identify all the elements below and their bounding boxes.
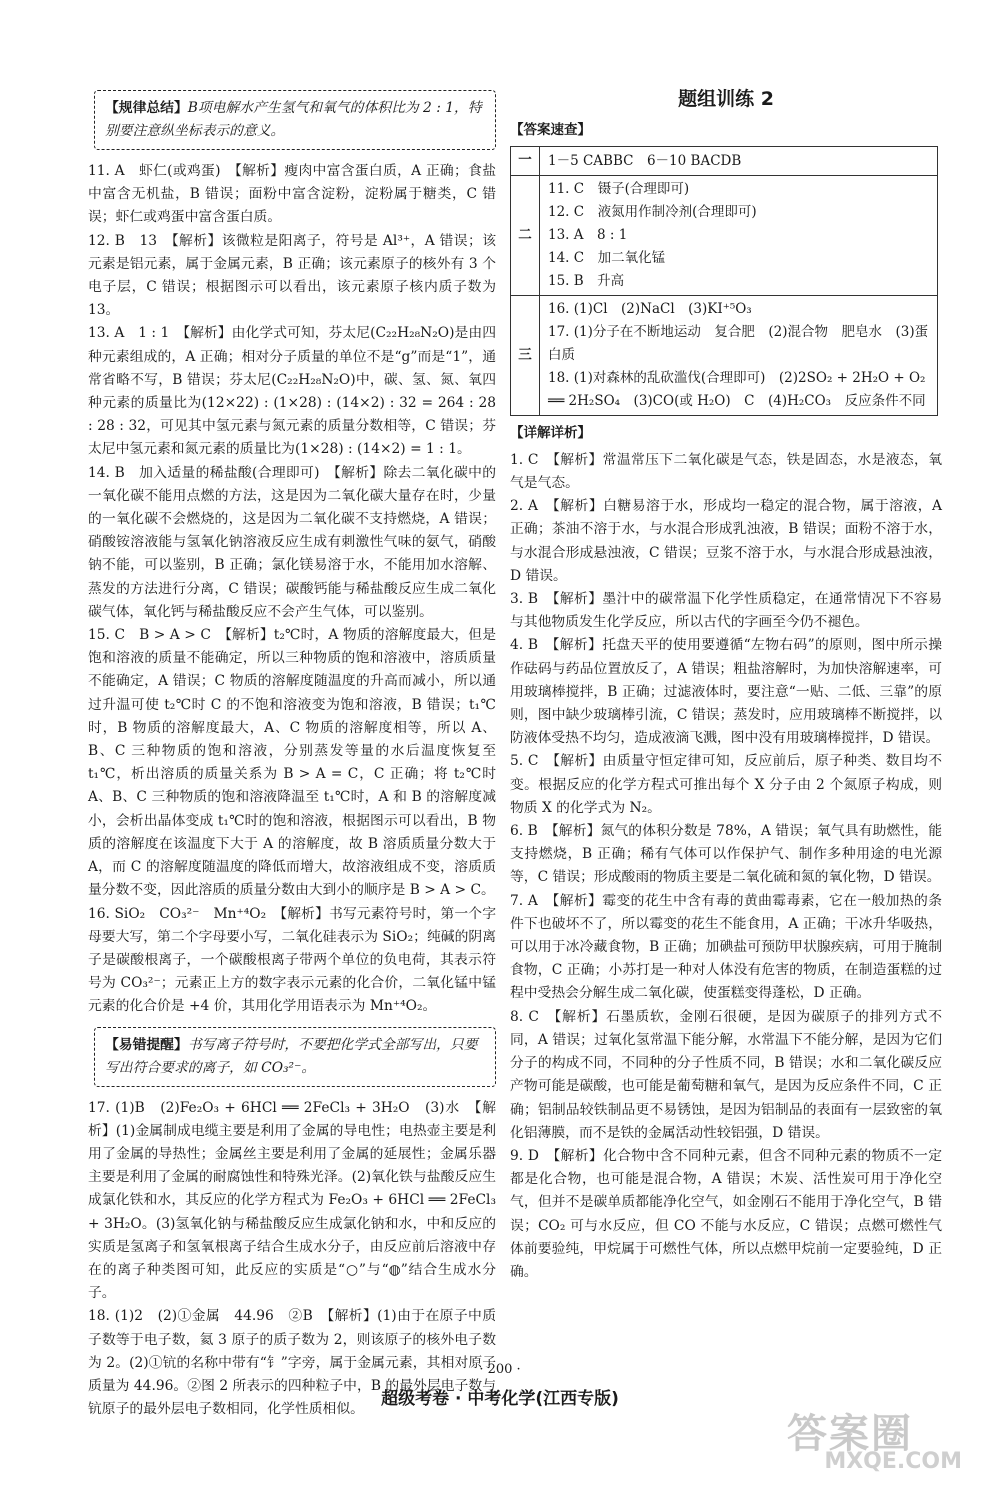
detail-item-7: 7. A 【解析】霉变的花生中含有毒的黄曲霉毒素，它在一般加热的条件下也破坏不了，所以霉变的花生不能食用，A 正确；干冰升华吸热，可以用于冰冷藏食物，B 正确；加碘盐可预防甲状腺疾病，可用于腌制食物，C 正确；小苏打是一种对人体没有危害的物质，在制造蛋糕的过程中受热会分解生成二氧化碳，使蛋糕变得蓬松，D 正确。: [510, 892, 942, 1002]
answer-line: 13. A 8 : 1: [548, 226, 628, 243]
answer-line: 12. C 液氮用作制冷剂(合理即可): [548, 203, 757, 220]
watermark-logo: [787, 1402, 962, 1474]
answer-item-12: 12. B 13 【解析】该微粒是阳离子，符号是 Al³⁺，A 错误；该元素是铝元素，属于金属元素，B 正确；该元素原子的核外有 3 个电子层，C 错误；根据图示可以看出，该元素原子核内质子数为 13。: [88, 232, 496, 319]
table-row: [511, 175, 938, 295]
answer-line: 17. (1)分子在不断地运动 复合肥 (2)混合物 肥皂水 (3)蛋白质: [548, 323, 929, 363]
answer-item-11: 11. A 虾仁(或鸡蛋) 【解析】瘦肉中富含蛋白质，A 正确；食盐中富含无机盐，B 错误；面粉中富含淀粉，淀粉属于糖类，C 错误；虾仁或鸡蛋中富含蛋白质。: [88, 163, 496, 226]
answer-line: 16. (1)Cl (2)NaCl (3)KI⁺⁵O₃: [548, 300, 752, 317]
answer-table: [510, 146, 938, 415]
answer-line: 11. C 镊子(合理即可): [548, 180, 690, 197]
tip-text: 书写离子符号时，不要把化学式全部写出，只要写出符合要求的离子，如 CO₃²⁻。: [105, 1036, 478, 1076]
tip-tag: 【易错提醒】: [105, 1036, 188, 1053]
group-label: 二: [511, 175, 540, 295]
detail-item-8: 8. C 【解析】石墨质软，金刚石很硬，是因为碳原子的排列方式不同，A 错误；过氧化氢常温下能分解，水常温下不能分解，是因为它们分子的构成不同，不同种的分子性质不同，B 错误；水和二氧化碳反应产物可能是碳酸，也可能是葡萄糖和氧气，是因为反应条件不同，C 正确；铝制品较铁制品更不易锈蚀，是因为铝制品的表面有一层致密的氧化铝薄膜，而不是铁的金属活动性较铝强，D 错误。: [510, 1008, 942, 1141]
table-row: [511, 295, 938, 415]
answer-line: 14. C 加二氧化锰: [548, 249, 666, 266]
tip-tag: 【规律总结】: [105, 100, 188, 116]
right-column: [510, 82, 942, 1284]
detail-item-9: 9. D 【解析】化合物中含不同种元素，但含不同种元素的物质不一定都是化合物，也可能是混合物，A 错误；木炭、活性炭可用于净化空气，但并不是碳单质都能净化空气，如金刚石不能用于净化空气，B 错误；CO₂ 可与水反应，但 CO 不能与水反应，C 错误；点燃可燃性气体前要验纯，甲烷属于可燃性气体，所以点燃甲烷前一定要验纯，D 正确。: [510, 1147, 942, 1280]
book-title: 超级考卷 · 中考化学(江西专版): [381, 1389, 619, 1409]
watermark-en: MXQE.COM: [824, 1449, 962, 1474]
section-title: 题组训练 2: [678, 88, 774, 110]
watermark-cn: 答案圈: [787, 1411, 913, 1457]
answer-item-16: 16. SiO₂ CO₃²⁻ Mn⁺⁴O₂ 【解析】书写元素符号时，第一个字母要大写，第二个字母要小写，二氧化硅表示为 SiO₂；纯碱的阴离子是碳酸根离子，一个碳酸根离子带两个单位的负电荷，其表示符号为 CO₃²⁻；元素正上方的数字表示元素的化合价，二氧化锰中锰元素的化合价是 +4 价，其用化学用语表示为 Mn⁺⁴O₂。: [88, 905, 496, 1015]
detail-item-3: 3. B 【解析】墨汁中的碳常温下化学性质稳定，在通常情况下不容易与其他物质发生化学反应，所以古代的字画至今仍不褪色。: [510, 591, 942, 631]
detail-item-5: 5. C 【解析】由质量守恒定律可知，反应前后，原子种类、数目均不变。根据反应的化学方程式可推出每个 X 分子由 2 个氮原子构成，则物质 X 的化学式为 N₂。: [510, 753, 942, 816]
group-answers: [540, 147, 938, 175]
detail-item-1: 1. C 【解析】常温常压下二氧化碳是气态，铁是固态，水是液态，氧气是气态。: [510, 451, 942, 492]
group-answers: [540, 295, 938, 415]
answer-line: 1－5 CABBC 6－10 BACDB: [548, 152, 742, 169]
group-label: 一: [511, 147, 540, 175]
answers-header: 【答案速查】: [510, 122, 591, 139]
answer-item-13: 13. A 1 : 1 【解析】由化学式可知，芬太尼(C₂₂H₂₈N₂O)是由四种元素组成的，A 正确；相对分子质量的单位不是“g”而是“1”，通常省略不写，B 错误；芬太尼(C₂₂H₂₈N₂O)中，碳、氢、氮、氧四种元素的质量比为(12×22) : (1×28) : (14×2) : 32 = 264 : 28 : 28 : 32，可见其中氢元素与氮元素的质量分数相等，C 错误；芬太尼中氢元素和氮元素的质量比为(1×28) : (14×2) = 1 : 1。: [88, 325, 496, 458]
details-header: 【详解详析】: [510, 424, 591, 441]
detail-item-4: 4. B 【解析】托盘天平的使用要遵循“左物右码”的原则，图中所示操作砝码与药品位置放反了，A 错误；粗盐溶解时，为加快溶解速率，可用玻璃棒搅拌，B 正确；过滤液体时，要注意“一贴、二低、三靠”的原则，图中缺少玻璃棒引流，C 错误；蒸发时，应用玻璃棒不断搅拌，以防液体受热不均匀，造成液滴飞溅，图中没有用玻璃棒搅拌，D 错误。: [510, 637, 942, 747]
answer-item-15: 15. C B > A > C 【解析】t₂℃时，A 物质的溶解度最大，但是饱和溶液的质量不能确定，所以三种物质的饱和溶液中，溶质质量不能确定，A 错误；C 物质的溶解度随温度的升高而减小，所以通过升温可使 t₂℃时 C 的不饱和溶液变为饱和溶液，B 错误；t₁℃时，B 物质的溶解度最大，A、C 物质的溶解度相等，所以 A、B、C 三种物质的饱和溶液，分别蒸发等量的水后温度恢复至 t₁℃，析出溶质的质量关系为 B > A = C，C 正确；将 t₂℃时 A、B、C 三种物质的饱和溶液降温至 t₁℃时，A 和 B 的溶解度减小，会析出晶体变成 t₁℃时的饱和溶液，根据图示可以看出，B 物质的溶解度在该温度下大于 A 的溶解度，故 B 溶质质量分数大于 A，而 C 的溶解度随温度的降低而增大，故溶液组成不变，溶质质量分数不变，因此溶质的质量分数由大到小的顺序是 B > A > C。: [88, 627, 496, 899]
answer-item-18: 18. (1)2 (2)①金属 44.96 ②B 【解析】(1)由于在原子中质子数等于电子数，氦 3 原子的质子数为 2，则该原子的核外电子数为 2。(2)①钪的名称中带有“钅”字旁，属于金属元素，其相对原子质量为 44.96。②图 2 所表示的四种粒子中，B 的最外层电子数与钪原子的最外层电子数相同，化学性质相似。: [88, 1308, 496, 1418]
group-answers: [540, 175, 938, 295]
tip-box-rule-summary: [94, 90, 496, 150]
answer-line: 15. B 升高: [548, 272, 625, 289]
answer-line: 18. (1)对森林的乱砍滥伐(合理即可) (2)2SO₂ + 2H₂O + O₂ ══ 2H₂SO₄ (3)CO(或 H₂O) C (4)H₂CO₃ 反应条件不同: [548, 369, 926, 409]
answer-item-14: 14. B 加入适量的稀盐酸(合理即可) 【解析】除去二氧化碳中的一氧化碳不能用点燃的方法，这是因为二氧化碳大量存在时，少量的一氧化碳不会燃烧的，这是因为二氧化碳不支持燃烧，A 错误；硝酸铵溶液能与氢氧化钠溶液反应生成有刺激性气味的氨气，硝酸钠不能，可以鉴别，B 正确；氯化镁易溶于水，不能用加水溶解、蒸发的方法进行分离，C 错误；碳酸钙能与稀盐酸反应生成二氧化碳气体，氧化钙与稀盐酸反应不会产生气体，可以鉴别。: [88, 464, 496, 620]
tip-text: B项电解水产生氢气和氧气的体积比为 2 : 1，特别要注意纵坐标表示的意义。: [105, 100, 482, 139]
table-row: [511, 147, 938, 175]
detail-item-2: 2. A 【解析】白糖易溶于水，形成均一稳定的混合物，属于溶液，A 正确；茶油不溶于水，与水混合形成乳浊液，B 错误；面粉不溶于水，与水混合形成悬浊液，C 错误；豆浆不溶于水，与水混合形成悬浊液，D 错误。: [510, 498, 942, 584]
tip-box-error-reminder: [94, 1027, 496, 1087]
page-number: · 200 ·: [479, 1362, 521, 1377]
group-label: 三: [511, 295, 540, 415]
left-column: [88, 82, 496, 1421]
detail-item-6: 6. B 【解析】氮气的体积分数是 78%，A 错误；氧气具有助燃性，能支持燃烧，B 正确；稀有气体可以作保护气、制作多种用途的电光源等，C 错误；形成酸雨的物质主要是二氧化硫和氮的氧化物，D 错误。: [510, 823, 942, 886]
answer-item-17: 17. (1)B (2)Fe₂O₃ + 6HCl ══ 2FeCl₃ + 3H₂O (3)水 【解析】(1)金属制成电缆主要是利用了金属的导电性；电热壶主要是利用了金属的导热性；金属丝主要是利用了金属的延展性；金属乐器主要是利用了金属的耐腐蚀性和特殊光泽。(2)氧化铁与盐酸反应生成氯化铁和水，其反应的化学方程式为 Fe₂O₃ + 6HCl ══ 2FeCl₃ + 3H₂O。(3)氢氧化钠与稀盐酸反应生成氯化钠和水，中和反应的实质是氢离子和氢氧根离子结合生成水分子，由反应前后溶液中存在的离子种类图可知，此反应的实质是“○”与“◍”结合生成水分子。: [88, 1099, 496, 1302]
